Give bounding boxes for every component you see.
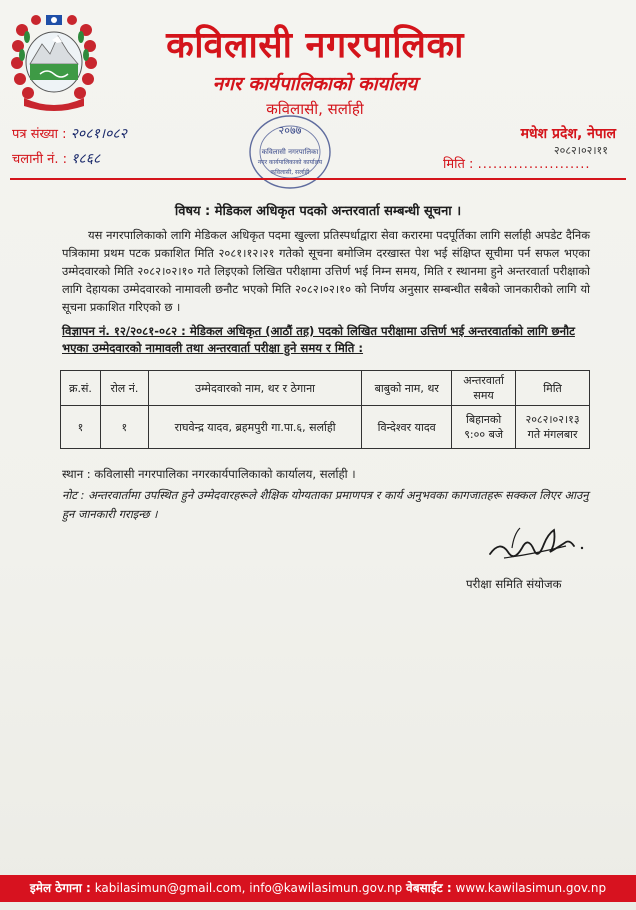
- candidate-name-cell: राघवेन्द्र यादव, ब्रहमपुरी गा.पा.६, सर्लाही: [148, 406, 361, 449]
- date-dots: ......................: [477, 157, 591, 172]
- nepal-emblem-icon: [10, 12, 98, 112]
- date-label: मिति :: [443, 157, 474, 172]
- interview-time-cell: बिहानको ९:०० बजे: [452, 406, 516, 449]
- notice-subject: विषय : मेडिकल अधिकृत पदको अन्तरवार्ता सम्बन्धी सूचना ।: [174, 204, 462, 219]
- reference-value: २०८१।०८२: [70, 126, 127, 142]
- interview-date-cell: २०८२।०२।१३ गते मंगलबार: [516, 406, 590, 449]
- venue-line: स्थान : कविलासी नगरपालिका नगरकार्यपालिकाको कार्यालय, सर्लाही ।: [62, 467, 356, 481]
- table-header-row: [61, 371, 590, 406]
- roll-number-cell: १: [100, 406, 148, 449]
- signatory-title: परीक्षा समिति संयोजक: [466, 577, 562, 591]
- province-date: २०८२।०२।११: [553, 144, 608, 157]
- dispatch-value: १८६८: [71, 151, 101, 167]
- father-name-cell: विन्देश्वर यादव: [362, 406, 452, 449]
- signature-icon: [482, 518, 594, 572]
- email-label: इमेल ठेगाना :: [29, 881, 91, 895]
- office-stamp-icon: [238, 112, 342, 192]
- office-subtitle: नगर कार्यपालिकाको कार्यालय: [212, 73, 418, 95]
- website-label: वेबसाईट :: [406, 881, 452, 895]
- notice-paragraph: यस नगरपालिकाको लागि मेडिकल अधिकृत पदमा खुल्ला प्रतिस्पर्धाद्वारा सेवा करारमा पदपूर्तिका लागि सर्लाही अपडेट दैनिक पत्रिकामा प्रथम पटक प्रकाशित मिति २०८१।१२।२१ गतेको सूचना बमोजिम दरखास्त पेश भई संक्षिप्त सूचीमा पर्न सफल भएका उम्मेदवारको मिति २०८२।०२।१० गते लिइएको लिखित परीक्षामा उत्तिर्ण भई निम्न समय, मिति र स्थानमा हुने अन्तरवार्ता परीक्षाको लागि देहायका उम्मेदवारको नामावली छनौट भएको मिति २०८२।०२।१० को निर्णय अनुसार सम्बन्धीत सबैको जानकारीको लागि यो सूचना प्रकाशित गरिएको छ ।: [62, 228, 590, 314]
- dispatch-number: [12, 149, 100, 168]
- website-link[interactable]: www.kawilasimun.gov.np: [455, 881, 607, 895]
- note-line: नोट : अन्तरवार्तामा उपस्थित हुने उम्मेदवारहरूले शैक्षिक योग्यताका प्रमाणपत्र र कार्य अनुभवका कागजातहरू सक्कल लिएर आउनु हुन जानकारी गराइन्छ ।: [62, 488, 589, 521]
- province-name: मधेश प्रदेश, नेपाल: [520, 126, 616, 142]
- stamp-number: २०७७: [278, 124, 302, 137]
- column-header: उम्मेदवारको नाम, थर र ठेगाना: [148, 371, 361, 406]
- column-header: बाबुको नाम, थर: [362, 371, 452, 406]
- candidate-table: [60, 370, 590, 449]
- stamp-line-1: कविलासी नगरपालिका: [261, 148, 319, 156]
- column-header: रोल नं.: [100, 371, 148, 406]
- column-header: मिति: [516, 371, 590, 406]
- stamp-line-3: कविलासी, सर्लाही: [270, 169, 310, 176]
- table-row: [61, 406, 590, 449]
- contact-footer: [0, 875, 636, 902]
- reference-number: [12, 124, 127, 143]
- header-divider: [10, 178, 626, 180]
- email-links[interactable]: kabilasimun@gmail.com, info@kawilasimun.gov.np: [94, 881, 403, 895]
- column-header: अन्तरवार्ता समय: [452, 371, 516, 406]
- office-location: कविलासी, सर्लाही: [266, 100, 364, 118]
- column-header: क्र.सं.: [61, 371, 101, 406]
- date-field: [443, 154, 591, 172]
- advertisement-heading: विज्ञापन नं. १२/२०८१-०८२ : मेडिकल अधिकृत (आठौं तह) पदको लिखित परीक्षामा उत्तिर्ण भई अन्तरवार्ताको लागि छनौट भएका उम्मेदवारको नामावली तथा अन्तरवार्ता परीक्षा हुने समय र मिति :: [62, 324, 575, 355]
- reference-label: पत्र संख्या :: [12, 127, 67, 142]
- municipality-title: कविलासी नगरपालिका: [166, 25, 464, 66]
- serial-cell: १: [61, 406, 101, 449]
- dispatch-label: चलानी नं. :: [12, 152, 68, 167]
- stamp-line-2: नगर कार्यपालिकाको कार्यालय: [257, 159, 323, 166]
